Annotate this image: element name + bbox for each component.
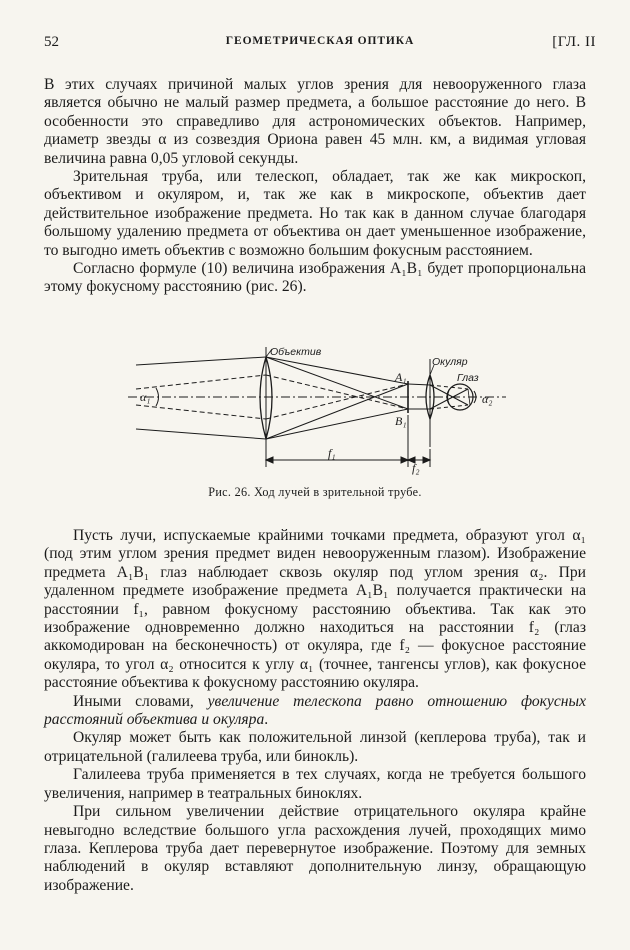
paragraph: Галилеева труба применяется в тех случаях, когда не требуется большого увеличения, например в театральных биноклях.: [44, 766, 586, 802]
ray-diagram-svg: [128, 345, 528, 475]
ray: [266, 357, 408, 384]
paragraph-lead: Иными словами,: [73, 692, 208, 710]
label-eyepiece: Окуляр: [432, 356, 468, 368]
paragraph: Зрительная труба, или телескоп, обладает, так же как микроскоп, объективом и окуляром, и, так же как в микроскопе, объектив дает действительное изображение предмета. Но так как в данном случае благодаря большому удалению предмета от объектива он дает уменьшенное изображение, то выгодно иметь объектив с возможно большим фокусным расстоянием.: [44, 168, 586, 259]
incoming-ray-top: [136, 357, 266, 365]
ray: [430, 385, 468, 405]
label-eye: Глаз: [457, 372, 479, 384]
label-f1: f₁: [328, 446, 336, 460]
incoming-ray: [136, 375, 266, 389]
page-number: 52: [44, 34, 59, 50]
text-block-bottom: [44, 527, 586, 895]
figure-caption: Рис. 26. Ход лучей в зрительной трубе.: [208, 485, 422, 499]
label-B1: B₁: [395, 414, 407, 428]
label-alpha1: α₁: [140, 390, 151, 404]
emphasized-statement: увеличение телескопа равно отношению фокусных расстояний объектива и окуляра: [44, 692, 586, 729]
page-header: [44, 34, 596, 54]
paragraph: Согласно формуле (10) величина изображения A₁B₁ будет пропорциональна этому фокусному расстоянию (рис. 26).: [44, 260, 586, 296]
label-f2: f₂: [412, 461, 420, 475]
text-block-top: [44, 76, 586, 297]
chapter-label: [ГЛ. II: [552, 34, 596, 50]
incoming-ray: [136, 405, 266, 419]
label-objective: Объектив: [270, 346, 322, 358]
running-title: ГЕОМЕТРИЧЕСКАЯ ОПТИКА: [225, 35, 415, 47]
paragraph: При сильном увеличении действие отрицательного окуляра крайне невыгодно вследствие большого угла расхождения лучей, проходящих мимо глаза. Кеплерова труба дает перевернутое изображение. Поэтому для земных наблюдений в окуляр вставляют дополнительную линзу, обращающую изображение.: [44, 803, 586, 894]
eye-lens: [448, 390, 450, 404]
paragraph-tail: .: [264, 711, 269, 729]
ray: [266, 409, 408, 439]
telescope-ray-diagram: [128, 345, 528, 475]
label-A1: A₁: [395, 370, 407, 384]
paragraph: В этих случаях причиной малых углов зрения для невооруженного глаза является обычно не малый размер предмета, а большое расстояние до него. В особенности это справедливо для астрономических объектов. Например, диаметр звезды α из созвездия Ориона равен 45 млн. км, а видимая угловая величина равна 0,05 угловой секунды.: [44, 76, 586, 167]
incoming-ray-bottom: [136, 429, 266, 439]
paragraph: Пусть лучи, испускаемые крайними точками предмета, образуют угол α₁ (под этим углом зрения предмет виден невооруженным глазом). Изображение предмета A₁B₁ глаз наблюдает сквозь окуляр под углом зрения α₂. При удаленном предмете изображение предмета A₁B₁ получается практически на расстоянии f₁, равном фокусному расстоянию объектива. Так как это изображение одновременно должно находиться на расстоянии f₂ (глаз аккомодирован на бесконечность) от окуляра, где f₂ — фокусное расстояние окуляра, то угол α₂ относится к углу α₁ (точнее, тангенсы углов), как фокусное расстояние объектива к фокусному расстоянию окуляра.: [44, 527, 586, 692]
paragraph-emphasis: [44, 693, 586, 730]
paragraph: Окуляр может быть как положительной линзой (кеплерова труба), так и отрицательной (галилеева труба, или бинокль).: [44, 729, 586, 765]
label-alpha2: α₂: [482, 392, 493, 406]
ray: [430, 389, 468, 409]
